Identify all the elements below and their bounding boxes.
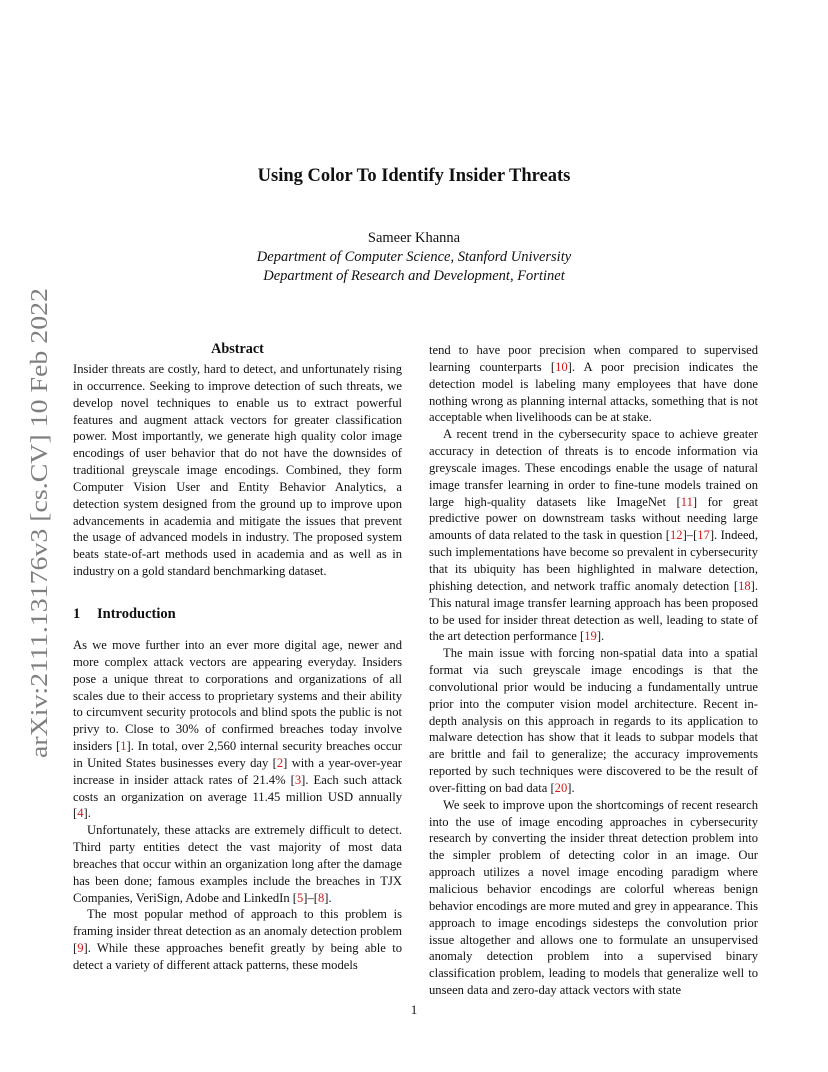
paper-title: Using Color To Identify Insider Threats [257,166,571,186]
intro-paragraph-5: The main issue with forcing non-spatial data into a spatial format via such greyscale image encodings is that the convolutional prior would be inducing a fundamentally untrue prior into the computer vision model architecture. Recent in-depth analysis on this approach in regards to its application to malware detection has show that it leads to subpar models that are brittle and fail to generalize; the accuracy improvements reported by such techniques were discovered to be the result of over-fitting on bad data [20]. [429,646,758,795]
arxiv-identifier-stamp [23,288,53,758]
citation-link[interactable]: 11 [680,494,693,509]
intro-paragraph-3-continued: tend to have poor precision when compared to supervised learning counterparts [10]. A poor precision indicates the detection model is labeling many employees that have done nothing wrong as planning internal attacks, something that is not acceptable when livelihoods can be at stake. [429,343,758,425]
right-column [429,342,758,999]
abstract-text: Insider threats are costly, hard to detect, and unfortunately rising in occurrence. Seeking to improve detection of such threats, we develop novel techniques to enable us to extract powerful features and augment attack vectors for greater classification power. Most importantly, we generate high quality color image encodings of user behavior that do not have the downsides of traditional greyscale image encodings. Combined, they form Computer Vision User and Entity Behavior Analytics, a detection system designed from the ground up to improve upon advancements in academia and mitigate the issues that prevent the usage of advanced models in industry. The proposed system beats state-of-art methods used in academia and as well as in industry on a gold standard benchmarking dataset. [73,362,402,579]
citation-link[interactable]: 1 [120,739,127,754]
left-column [73,340,402,974]
citation-link[interactable]: 12 [669,528,683,543]
author-name: Sameer Khanna [367,230,461,246]
citation-link[interactable]: 9 [77,941,84,956]
citation-link[interactable]: 18 [738,578,751,593]
arxiv-id-text: arXiv:2111.13176v3 [cs.CV] 10 Feb 2022 [26,344,53,758]
intro-paragraph-3: The most popular method of approach to this problem is framing insider threat detection as an anomaly detection problem [9]. While these approaches benefit greatly by being able to detect a variety of different attack patterns, these models [73,907,402,972]
affiliation-1: Department of Computer Science, Stanford University [256,249,572,265]
citation-link[interactable]: 5 [296,890,304,905]
intro-paragraph-6: We seek to improve upon the shortcomings of recent research into the use of image encoding approaches in cybersecurity research by converting the insider threat detection problem into the simpler problem of detecting color in an image. Our approach utilizes a novel image encoding paradigm where malicious behavior encodings are colorful whereas benign behavior encodings are more muted and grey in appearance. This approach to image encodings sidesteps the convolution prior issue altogether and allows one to formulate an unsupervised anomaly detection problem into a supervised binary classification problem, leading to models that generalize well to unseen data and zero-day attack vectors with state [429,797,758,998]
affiliation-2: Department of Research and Development, Fortinet [263,268,565,284]
section-title: Introduction [97,605,176,622]
intro-paragraph-2: Unfortunately, these attacks are extremely difficult to detect. Third party entities detect the vast majority of most data breaches that occur within an organization long after the damage has been done; famous examples include the breaches in TJX Companies, VeriSign, Adobe and LinkedIn [5]–[8]. [73,823,402,905]
author-block [0,229,828,286]
citation-link[interactable]: 19 [584,629,597,644]
abstract-heading: Abstract [211,341,264,357]
citation-link[interactable]: 3 [294,772,302,787]
citation-link[interactable]: 20 [554,780,568,795]
citation-link[interactable]: 8 [317,890,325,905]
section-heading-introduction [73,605,402,623]
citation-link[interactable]: 17 [697,528,710,543]
intro-paragraph-4: A recent trend in the cybersecurity space to achieve greater accuracy in detection of threats is to encode information via greyscale images. These encodings enable the usage of natural image transfer learning in order to fine-tune models trained on large high-quality datasets like ImageNet [11] for great predictive power on downstream tasks without needing large amounts of data related to the task in question [12]–[17]. Indeed, such implementations have become so prevalent in cybersecurity that its ubiquity has been highlighted in malware detection, phishing detection, and network traffic anomaly detection [18]. This natural image transfer learning approach has been proposed to be used for insider threat detection as well, leading to state of the art detection performance [19]. [429,427,758,644]
citation-link[interactable]: 10 [555,359,568,374]
section-number: 1 [73,605,81,622]
intro-paragraph-1: As we move further into an ever more digital age, newer and more complex attack vectors are appearing everyday. Insiders pose a unique threat to corporations and organizations of all scales due to their access to proprietary systems and their ability to circumvent security protocols and blind spots the public is not privy to. Close to 30% of confirmed breaches today involve insiders [1]. In total, over 2,560 internal security breaches occur in United States businesses every day [2] with a year-over-year increase in insider attack rates of 21.4% [3]. Each such attack costs an organization on average 11.45 million USD annually [4]. [73,637,402,821]
page-number: 1 [410,1003,418,1017]
citation-link[interactable]: 2 [276,755,284,770]
citation-link[interactable]: 4 [77,806,84,821]
